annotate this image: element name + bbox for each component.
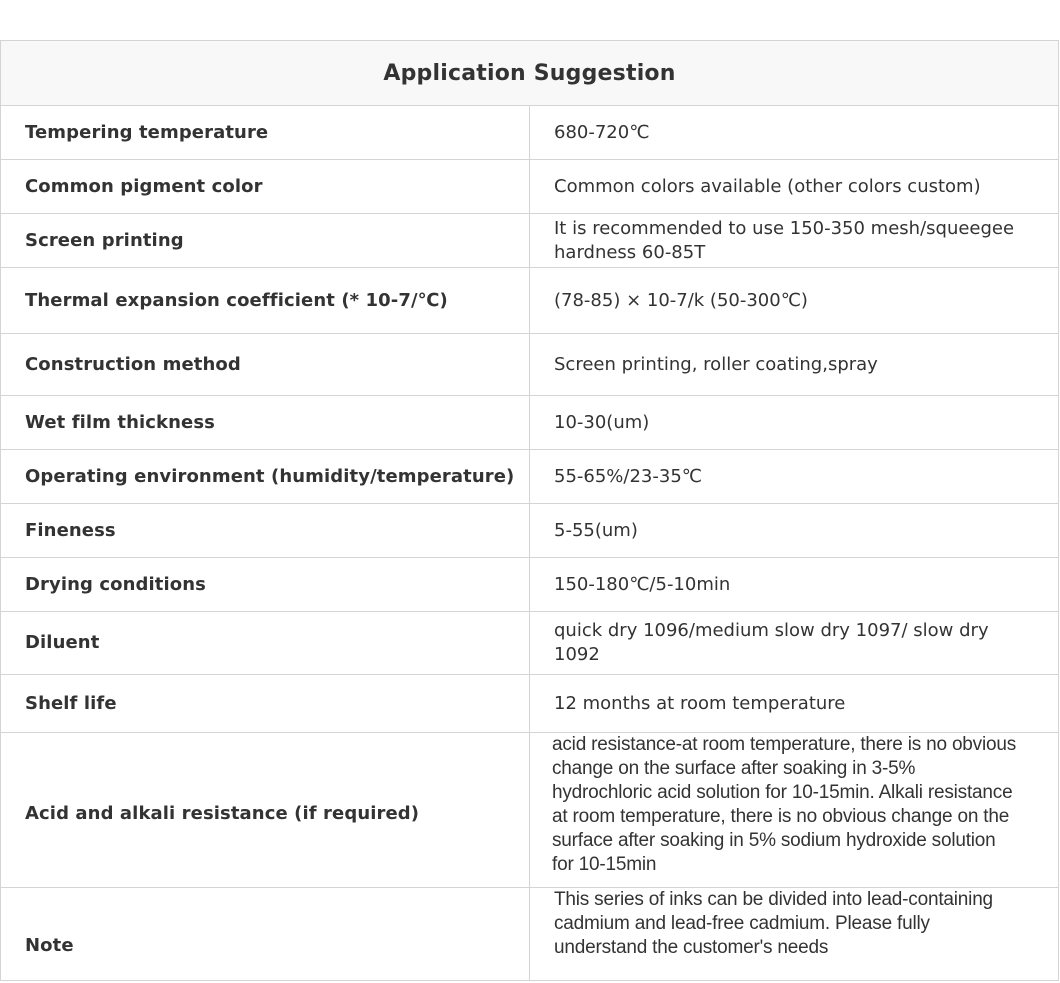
row-value-wet-film-thickness: 10-30(um) bbox=[530, 396, 1059, 450]
row-value-acid-alkali-resistance: acid resistance-at room temperature, there is no obvious change on the surface after soaking in 3-5% hydrochloric acid solution for 10-15min. Alkali resistance at room temperature, there is no obvious change on the surface after soaking in 5% sodium hydroxide solution for 10-15min bbox=[530, 733, 1059, 888]
row-value-drying-conditions: 150-180℃/5-10min bbox=[530, 558, 1059, 612]
row-value-operating-environment: 55-65%/23-35℃ bbox=[530, 450, 1059, 504]
table-row bbox=[1, 396, 1059, 450]
row-label-acid-alkali-resistance: Acid and alkali resistance (if required) bbox=[1, 733, 530, 888]
table-row bbox=[1, 160, 1059, 214]
row-value-thermal-expansion: (78-85) × 10-7/k (50-300℃) bbox=[530, 268, 1059, 334]
row-label-screen-printing: Screen printing bbox=[1, 214, 530, 268]
row-value-diluent: quick dry 1096/medium slow dry 1097/ slow dry 1092 bbox=[530, 612, 1059, 675]
row-value-note: This series of inks can be divided into lead-containing cadmium and lead-free cadmium. Please fully understand the customer's needs bbox=[530, 888, 1059, 981]
row-value-construction-method: Screen printing, roller coating,spray bbox=[530, 334, 1059, 396]
row-label-fineness: Fineness bbox=[1, 504, 530, 558]
row-value-fineness: 5-55(um) bbox=[530, 504, 1059, 558]
table-row bbox=[1, 268, 1059, 334]
row-label-diluent: Diluent bbox=[1, 612, 530, 675]
table-row bbox=[1, 558, 1059, 612]
table-header-row bbox=[1, 41, 1059, 106]
row-label-construction-method: Construction method bbox=[1, 334, 530, 396]
row-value-common-pigment-color: Common colors available (other colors custom) bbox=[530, 160, 1059, 214]
row-label-common-pigment-color: Common pigment color bbox=[1, 160, 530, 214]
table-row bbox=[1, 334, 1059, 396]
row-label-tempering-temperature: Tempering temperature bbox=[1, 106, 530, 160]
table-row bbox=[1, 450, 1059, 504]
row-value-tempering-temperature: 680-720℃ bbox=[530, 106, 1059, 160]
table-row bbox=[1, 612, 1059, 675]
table-title: Application Suggestion bbox=[1, 41, 1059, 106]
row-label-shelf-life: Shelf life bbox=[1, 675, 530, 733]
row-value-screen-printing: It is recommended to use 150-350 mesh/squeegee hardness 60-85T bbox=[530, 214, 1059, 268]
table-row bbox=[1, 106, 1059, 160]
row-label-thermal-expansion: Thermal expansion coefficient (* 10-7/℃) bbox=[1, 268, 530, 334]
row-label-operating-environment: Operating environment (humidity/temperature) bbox=[1, 450, 530, 504]
row-label-note: Note bbox=[1, 888, 530, 981]
row-label-drying-conditions: Drying conditions bbox=[1, 558, 530, 612]
table-row bbox=[1, 888, 1059, 981]
table-row bbox=[1, 675, 1059, 733]
row-value-shelf-life: 12 months at room temperature bbox=[530, 675, 1059, 733]
row-label-wet-film-thickness: Wet film thickness bbox=[1, 396, 530, 450]
application-suggestion-table bbox=[0, 40, 1059, 981]
table-row bbox=[1, 214, 1059, 268]
table-row bbox=[1, 733, 1059, 888]
table-row bbox=[1, 504, 1059, 558]
